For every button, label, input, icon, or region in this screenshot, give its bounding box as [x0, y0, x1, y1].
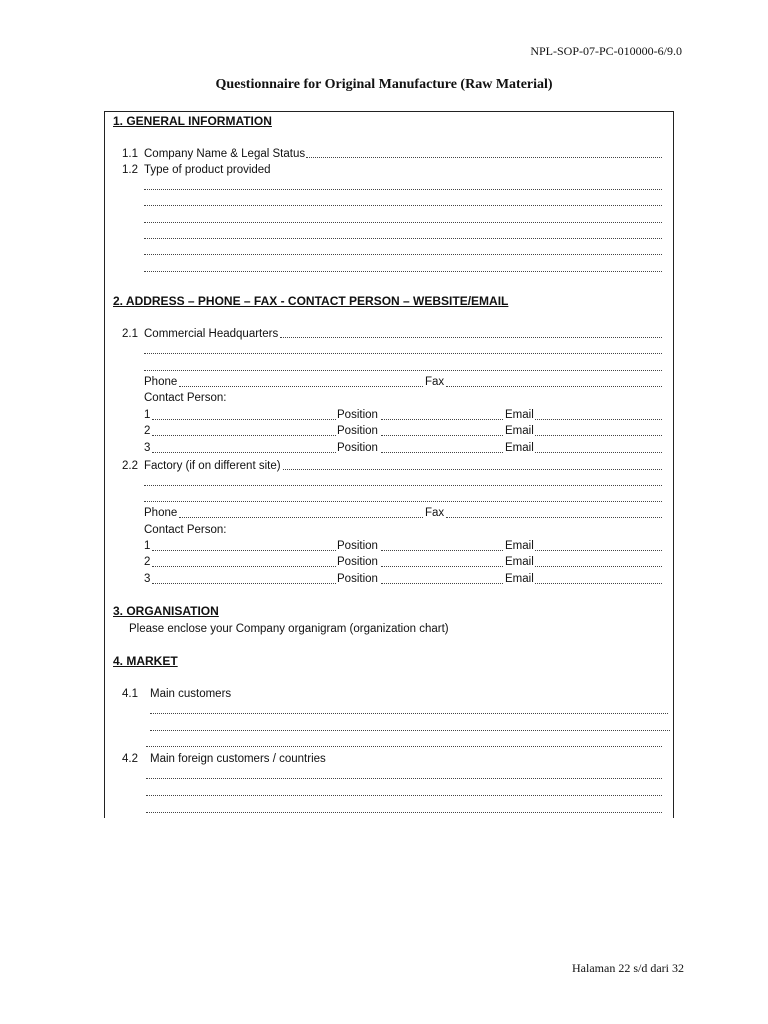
- section-3-heading: 3. ORGANISATION: [113, 604, 219, 618]
- company-name-field[interactable]: [306, 157, 662, 158]
- hq-phone-label: Phone: [144, 376, 178, 388]
- product-field-line[interactable]: [144, 205, 662, 206]
- section-4-heading: 4. MARKET: [113, 654, 178, 668]
- hq-contact-2-number: 2: [144, 425, 151, 437]
- factory-address-line[interactable]: [144, 485, 662, 486]
- factory-contact-3-position-field[interactable]: [381, 583, 503, 584]
- hq-contact-3-name-field[interactable]: [152, 452, 336, 453]
- hq-contact-3-number: 3: [144, 442, 151, 454]
- factory-address-line[interactable]: [144, 501, 662, 502]
- document-title: Questionnaire for Original Manufacture (Raw Material): [215, 77, 553, 92]
- hq-contact-1-number: 1: [144, 409, 151, 421]
- q11-label: Company Name & Legal Status: [144, 148, 306, 160]
- hq-contact-1-email-field[interactable]: [535, 419, 662, 420]
- product-field-line[interactable]: [144, 254, 662, 255]
- hq-contact-3-email-label: Email: [505, 442, 534, 454]
- page-number: Halaman 22 s/d dari 32: [572, 961, 684, 975]
- factory-contact-2-number: 2: [144, 556, 151, 568]
- hq-contact-3-position-label: Position: [337, 442, 378, 454]
- product-field-line[interactable]: [144, 238, 662, 239]
- factory-fax-label: Fax: [425, 507, 445, 519]
- factory-contact-3-name-field[interactable]: [152, 583, 336, 584]
- hq-address-line[interactable]: [144, 353, 662, 354]
- q41-label: Main customers: [150, 688, 232, 700]
- hq-address-line[interactable]: [144, 370, 662, 371]
- q22-label: Factory (if on different site): [144, 460, 281, 472]
- foreign-customers-line[interactable]: [146, 795, 662, 796]
- factory-contact-1-name-field[interactable]: [152, 550, 336, 551]
- hq-contact-3-email-field[interactable]: [535, 452, 662, 453]
- hq-phone-field[interactable]: [179, 386, 423, 387]
- hq-fax-label: Fax: [425, 376, 445, 388]
- factory-contact-label: Contact Person:: [144, 524, 227, 536]
- hq-contact-3-position-field[interactable]: [381, 452, 503, 453]
- section-2-heading: 2. ADDRESS – PHONE – FAX - CONTACT PERSON – WEBSITE/EMAIL: [113, 294, 509, 308]
- factory-contact-3-email-field[interactable]: [535, 583, 662, 584]
- q21-number: 2.1: [122, 328, 138, 340]
- factory-contact-2-name-field[interactable]: [152, 566, 336, 567]
- factory-contact-1-email-label: Email: [505, 540, 534, 552]
- hq-fax-field[interactable]: [446, 386, 662, 387]
- hq-address-field[interactable]: [280, 337, 662, 338]
- factory-address-field[interactable]: [283, 469, 662, 470]
- factory-fax-field[interactable]: [446, 517, 662, 518]
- product-field-line[interactable]: [144, 222, 662, 223]
- foreign-customers-line[interactable]: [146, 812, 662, 813]
- hq-contact-1-name-field[interactable]: [152, 419, 336, 420]
- q11-number: 1.1: [122, 148, 138, 160]
- hq-contact-1-email-label: Email: [505, 409, 534, 421]
- q12-number: 1.2: [122, 164, 138, 176]
- product-field-line[interactable]: [144, 271, 662, 272]
- factory-phone-label: Phone: [144, 507, 178, 519]
- q42-number: 4.2: [122, 753, 138, 765]
- factory-contact-2-position-field[interactable]: [381, 566, 503, 567]
- factory-contact-1-position-label: Position: [337, 540, 378, 552]
- hq-contact-1-position-label: Position: [337, 409, 378, 421]
- hq-contact-2-email-field[interactable]: [535, 435, 662, 436]
- hq-contact-2-position-field[interactable]: [381, 435, 503, 436]
- main-customers-line[interactable]: [150, 730, 670, 731]
- factory-contact-1-email-field[interactable]: [535, 550, 662, 551]
- hq-contact-1-position-field[interactable]: [381, 419, 503, 420]
- q21-label: Commercial Headquarters: [144, 328, 279, 340]
- hq-contact-2-position-label: Position: [337, 425, 378, 437]
- factory-contact-3-email-label: Email: [505, 573, 534, 585]
- main-customers-line[interactable]: [146, 746, 662, 747]
- main-customers-line[interactable]: [150, 713, 668, 714]
- section-1-heading: 1. GENERAL INFORMATION: [113, 114, 272, 128]
- document-code: NPL-SOP-07-PC-010000-6/9.0: [530, 44, 682, 58]
- factory-contact-2-email-label: Email: [505, 556, 534, 568]
- q41-number: 4.1: [122, 688, 138, 700]
- hq-contact-2-name-field[interactable]: [152, 435, 336, 436]
- factory-contact-3-number: 3: [144, 573, 151, 585]
- organisation-instruction: Please enclose your Company organigram (organization chart): [129, 623, 449, 635]
- hq-contact-label: Contact Person:: [144, 392, 227, 404]
- q42-label: Main foreign customers / countries: [150, 753, 326, 765]
- product-field-line[interactable]: [144, 189, 662, 190]
- foreign-customers-line[interactable]: [146, 778, 662, 779]
- factory-contact-2-email-field[interactable]: [535, 566, 662, 567]
- factory-phone-field[interactable]: [179, 517, 423, 518]
- factory-contact-1-position-field[interactable]: [381, 550, 503, 551]
- factory-contact-3-position-label: Position: [337, 573, 378, 585]
- factory-contact-2-position-label: Position: [337, 556, 378, 568]
- q22-number: 2.2: [122, 460, 138, 472]
- q12-label: Type of product provided: [144, 164, 271, 176]
- hq-contact-2-email-label: Email: [505, 425, 534, 437]
- factory-contact-1-number: 1: [144, 540, 151, 552]
